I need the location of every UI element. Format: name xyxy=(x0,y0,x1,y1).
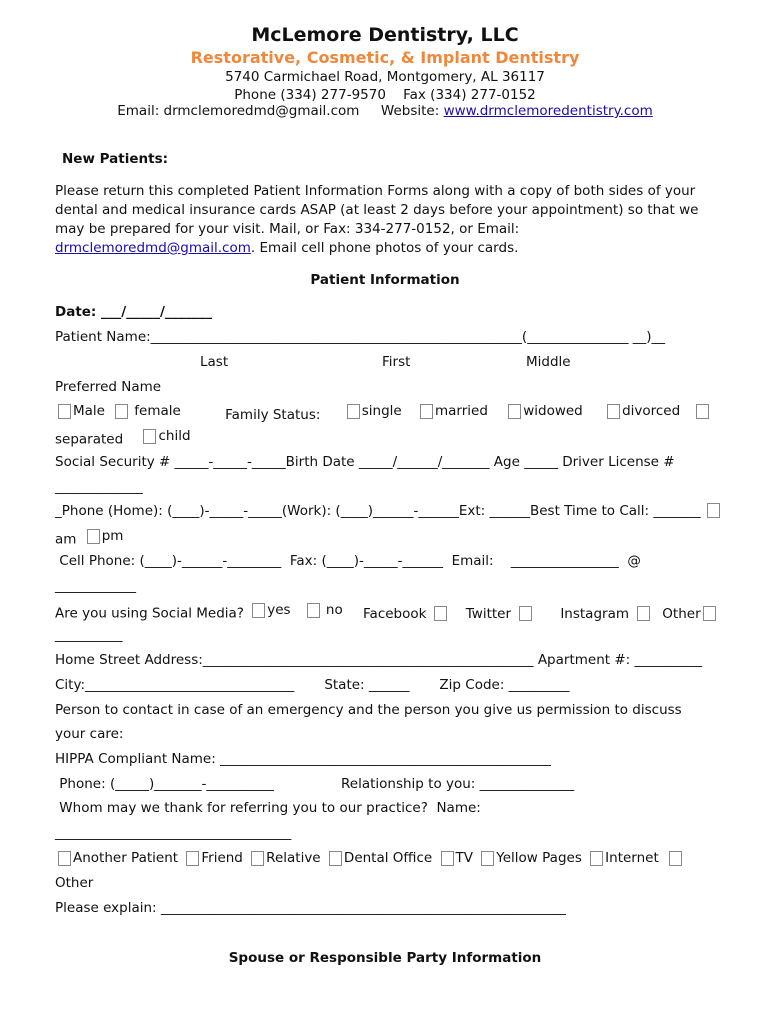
tv-label: TV xyxy=(455,850,473,866)
emergency-line-2: your care: xyxy=(55,726,124,742)
best-time-am-checkbox[interactable] xyxy=(707,503,720,518)
driver-license-field[interactable]: _____________ xyxy=(55,479,143,495)
pm-label: pm xyxy=(101,528,124,544)
dental-office-label: Dental Office xyxy=(343,850,433,866)
relative-checkbox[interactable] xyxy=(251,851,264,866)
single-checkbox[interactable] xyxy=(347,404,360,419)
twitter-label: Twitter xyxy=(465,605,512,622)
child-checkbox[interactable] xyxy=(143,429,156,444)
yellow-pages-checkbox[interactable] xyxy=(481,851,494,866)
hippa-name-field[interactable]: HIPPA Compliant Name: _________________________________________________ xyxy=(55,751,551,767)
social-yes-checkbox[interactable] xyxy=(252,603,265,618)
friend-label: Friend xyxy=(201,850,243,866)
referral-source-row xyxy=(58,849,684,871)
practice-address: 5740 Carmichael Road, Montgomery, AL 36117 xyxy=(225,69,545,85)
social-media-row xyxy=(55,601,718,623)
practice-tagline: Restorative, Cosmetic, & Implant Dentistry xyxy=(190,48,580,67)
divorced-checkbox[interactable] xyxy=(607,404,620,419)
instagram-checkbox[interactable] xyxy=(637,606,650,621)
new-patients-heading: New Patients: xyxy=(62,151,169,167)
separated-label: separated xyxy=(55,431,124,448)
website-label: Website: xyxy=(380,103,440,119)
ssn-birth-row[interactable]: Social Security # _____-_____-_____Birth Date _____/______/_______ Age _____ Driver License # xyxy=(55,454,675,470)
separated-child-row xyxy=(55,427,191,449)
intro-line-2: dental and medical insurance cards ASAP (at least 2 days before your appointment) so that we xyxy=(55,202,699,218)
phone-home-work-field[interactable]: _Phone (Home): (____)-_____-_____(Work): (____)______-______Ext: ______Best Time to Call: _______ xyxy=(55,503,701,519)
intro-line-1: Please return this completed Patient Information Forms along with a copy of both sides of your xyxy=(55,183,696,199)
intro-line-4 xyxy=(55,239,518,257)
internet-label: Internet xyxy=(605,850,659,866)
patient-information-heading: Patient Information xyxy=(310,272,460,288)
male-checkbox[interactable] xyxy=(58,404,71,419)
instagram-label: Instagram xyxy=(560,605,629,622)
emergency-phone-field[interactable]: Phone: (_____)_______-__________ xyxy=(55,776,274,792)
family-status-label: Family Status: xyxy=(225,406,321,423)
social-yes-label: yes xyxy=(267,602,291,618)
married-label: married xyxy=(435,403,488,419)
child-label: child xyxy=(158,428,191,444)
practice-phone-fax: Phone (334) 277-9570 Fax (334) 277-0152 xyxy=(234,87,536,103)
practice-email: Email: drmclemoredmd@gmail.com xyxy=(117,103,360,119)
referral-name-field[interactable]: ___________________________________ xyxy=(55,825,292,841)
female-label: female xyxy=(134,403,181,419)
phone-row xyxy=(55,502,722,520)
social-other-label: Other xyxy=(662,605,701,622)
friend-checkbox[interactable] xyxy=(186,851,199,866)
facebook-label: Facebook xyxy=(363,605,427,622)
tv-checkbox[interactable] xyxy=(441,851,454,866)
widowed-label: widowed xyxy=(523,403,583,419)
social-no-checkbox[interactable] xyxy=(307,603,320,618)
city-state-zip-row[interactable]: City:_______________________________ State: ______ Zip Code: _________ xyxy=(55,677,570,693)
am-label: am xyxy=(55,531,77,548)
emergency-line-1: Person to contact in case of an emergency and the person you give us permission to discuss xyxy=(55,702,682,718)
dental-office-checkbox[interactable] xyxy=(329,851,342,866)
married-checkbox[interactable] xyxy=(420,404,433,419)
referral-question: Whom may we thank for referring you to our practice? Name: xyxy=(55,800,481,816)
home-address-field[interactable]: Home Street Address:_________________________________________________ Apartment #: __________ xyxy=(55,652,702,668)
email-domain-field[interactable]: ____________ xyxy=(55,578,136,594)
social-no-label: no xyxy=(325,602,343,618)
last-label: Last xyxy=(200,354,229,370)
date-field[interactable]: Date: ___/_____/_______ xyxy=(55,304,213,320)
practice-name: McLemore Dentistry, LLC xyxy=(251,24,519,46)
female-checkbox[interactable] xyxy=(115,404,128,419)
website-link[interactable]: www.drmclemoredentistry.com xyxy=(443,103,653,119)
middle-label: Middle xyxy=(526,354,571,370)
intro-line-3: may be prepared for your visit. Mail, or Fax: 334-277-0152, or Email: xyxy=(55,221,520,237)
social-other-field[interactable]: __________ xyxy=(55,627,123,643)
referral-other-label: Other xyxy=(55,875,94,891)
twitter-checkbox[interactable] xyxy=(519,606,532,621)
yellow-pages-label: Yellow Pages xyxy=(496,850,582,866)
another-patient-checkbox[interactable] xyxy=(58,851,71,866)
single-label: single xyxy=(361,403,402,419)
divorced-label: divorced xyxy=(622,403,681,419)
first-label: First xyxy=(382,354,411,370)
social-other-checkbox[interactable] xyxy=(703,606,716,621)
spouse-responsible-heading: Spouse or Responsible Party Information xyxy=(228,950,542,966)
relative-label: Relative xyxy=(266,850,321,866)
intro-line-4-rest: . Email cell phone photos of your cards. xyxy=(250,240,519,256)
patient-name-field[interactable]: Patient Name:_______________________________________________________(_______________ __)__ xyxy=(55,329,665,345)
sex-family-row xyxy=(58,402,711,424)
relationship-field[interactable]: Relationship to you: ______________ xyxy=(341,776,575,792)
please-explain-field[interactable]: Please explain: ____________________________________________________________ xyxy=(55,900,566,916)
practice-contact xyxy=(0,102,770,120)
internet-checkbox[interactable] xyxy=(590,851,603,866)
another-patient-label: Another Patient xyxy=(73,850,179,866)
separated-checkbox[interactable] xyxy=(696,404,709,419)
widowed-checkbox[interactable] xyxy=(508,404,521,419)
preferred-name-field[interactable]: Preferred Name xyxy=(55,379,162,395)
social-media-question: Are you using Social Media? xyxy=(55,605,244,622)
am-pm-row xyxy=(55,527,123,549)
facebook-checkbox[interactable] xyxy=(434,606,447,621)
pm-checkbox[interactable] xyxy=(87,529,100,544)
cell-fax-email-row[interactable]: Cell Phone: (____)-______-________ Fax: (____)-_____-______ Email: ________________ @ xyxy=(55,553,641,569)
intro-email-link[interactable]: drmclemoredmd@gmail.com xyxy=(55,240,251,256)
referral-other-checkbox[interactable] xyxy=(669,851,682,866)
male-label: Male xyxy=(73,403,105,419)
